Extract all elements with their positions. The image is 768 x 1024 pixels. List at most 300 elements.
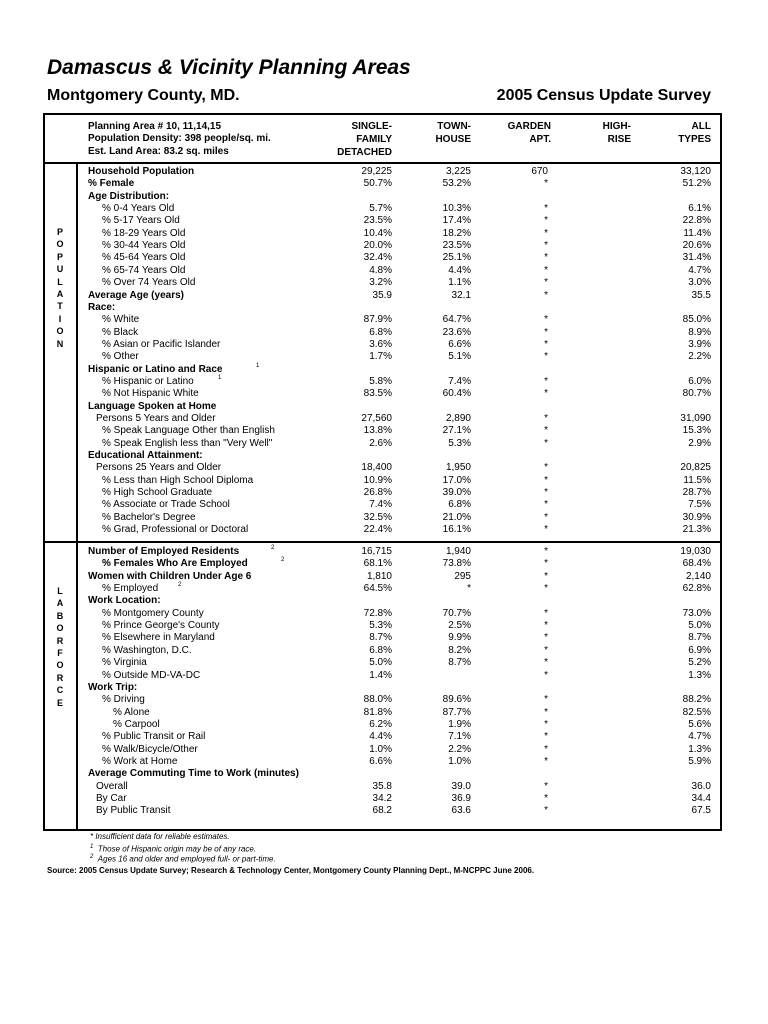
cell-single-family-detached: 32.5% [363,511,392,523]
cell-garden-apt: * [544,264,548,276]
cell-all-types: 51.2% [682,178,711,190]
column-header-line: TOWN- [437,121,471,132]
cell-garden-apt: * [544,425,548,437]
cell-garden-apt: * [544,524,548,536]
cell-single-family-detached: 68.2 [372,805,392,817]
cell-all-types: 11.5% [683,474,711,486]
table-row [0,314,768,326]
cell-single-family-detached: 72.8% [363,607,392,619]
cell-garden-apt: * [544,252,548,264]
footnote-marker: 2 [271,545,275,551]
footnote-marker: 1 [256,362,260,369]
cell-townhouse: 2.2% [448,743,471,755]
source-note: Source: 2005 Census Update Survey; Research & Technology Center, Montgomery County Planning Dept., M-NCPPC June 2006. [47,866,535,875]
cell-single-family-detached: 6.2% [369,718,392,730]
cell-single-family-detached: 5.8% [369,375,392,387]
cell-all-types: 22.8% [682,215,711,227]
side-letter: O [56,660,64,671]
cell-townhouse: 70.7% [442,607,471,619]
cell-single-family-detached: 1.0% [369,743,392,755]
cell-single-family-detached: 34.2 [372,793,392,804]
cell-townhouse: 23.6% [442,326,471,338]
cell-all-types: 31,090 [680,413,711,424]
cell-all-types: 5.2% [688,657,711,669]
table-row [0,401,768,413]
cell-all-types: 15.3% [682,425,711,437]
cell-garden-apt: * [544,583,548,595]
cell-garden-apt: * [544,227,548,239]
header-divider [43,162,722,164]
table-row [0,339,768,351]
cell-townhouse: 1.1% [448,277,471,289]
row-label: Women with Children Under Age 6 [88,570,252,582]
cell-garden-apt: * [544,570,548,582]
row-label: % Virginia [102,657,147,669]
cell-garden-apt: * [544,805,548,817]
cell-garden-apt: * [544,755,548,767]
row-label: Number of Employed Residents [88,546,240,557]
row-label: % Females Who Are Employed [102,558,248,570]
row-label: % Bachelor's Degree [102,511,196,523]
cell-single-family-detached: 64.5% [363,583,392,595]
table-row [0,327,768,339]
row-label: % Walk/Bicycle/Other [102,743,198,755]
cell-townhouse: 27.1% [442,425,471,437]
row-label: % Elsewhere in Maryland [102,632,215,644]
cell-garden-apt: * [544,511,548,523]
table-row [0,731,768,743]
cell-garden-apt: * [544,351,548,363]
cell-townhouse: 8.2% [448,644,471,656]
cell-townhouse: 39.0% [442,487,471,499]
cell-garden-apt: * [544,644,548,656]
side-letter: N [56,338,64,349]
table-row [0,499,768,511]
cell-all-types: 1.3% [688,669,711,681]
cell-all-types: 33,120 [680,166,711,177]
cell-all-types: 3.0% [688,277,711,289]
cell-single-family-detached: 4.4% [369,731,392,743]
row-label: % 5-17 Years Old [102,215,180,227]
cell-townhouse: 295 [454,570,471,582]
cell-garden-apt: * [544,326,548,338]
column-header-line: RISE [607,134,631,145]
row-label: % Hispanic or Latino [102,375,194,387]
cell-all-types: 73.0% [682,607,711,619]
cell-single-family-detached: 3.6% [369,338,392,350]
cell-townhouse: 23.5% [442,240,471,252]
cell-all-types: 21.3% [682,524,711,536]
column-header-line: APT. [529,134,551,145]
column-header-line: SINGLE- [351,121,392,132]
table-row [0,487,768,499]
planning-area-info [88,121,271,158]
table-row [0,620,768,632]
row-label: % Employed [102,583,159,595]
row-label: % White [102,314,140,326]
cell-all-types: 2,140 [685,570,711,582]
footnote-marker: 2 [178,582,182,589]
survey-subtitle: 2005 Census Update Survey [496,87,711,104]
cell-townhouse: 3,225 [445,166,471,177]
land-area: Est. Land Area: 83.2 sq. miles [88,145,229,157]
cell-garden-apt: * [544,289,548,301]
footnote-employed [90,852,276,865]
cell-single-family-detached: 23.5% [363,215,392,227]
cell-garden-apt: * [544,620,548,632]
cell-single-family-detached: 5.3% [369,620,392,632]
cell-single-family-detached: 22.4% [363,524,392,536]
cell-townhouse: 1,940 [445,546,471,557]
cell-garden-apt: 670 [531,166,548,177]
cell-all-types: 67.5 [691,805,711,817]
cell-all-types: 85.0% [682,314,711,326]
cell-all-types: 5.0% [688,620,711,632]
table-row [0,512,768,524]
cell-all-types: 2.2% [688,351,711,363]
side-letter: O [56,623,64,634]
cell-single-family-detached: 87.9% [363,314,392,326]
footnote-marker-2: 2 [90,854,94,860]
cell-townhouse: * [467,583,471,595]
table-row [0,388,768,400]
table-row [0,571,768,583]
cell-townhouse: 9.9% [448,632,471,644]
cell-all-types: 28.7% [682,487,711,499]
row-label: Persons 5 Years and Older [96,413,216,424]
cell-all-types: 6.9% [688,644,711,656]
cell-all-types: 5.9% [688,755,711,767]
cell-townhouse: 87.7% [442,706,471,718]
cell-garden-apt: * [544,178,548,190]
cell-garden-apt: * [544,793,548,804]
table-row [0,756,768,768]
cell-all-types: 30.9% [682,511,711,523]
cell-garden-apt: * [544,731,548,743]
table-row [0,670,768,682]
cell-all-types: 36.0 [691,780,711,792]
row-label: Language Spoken at Home [88,400,217,412]
cell-all-types: 11.4% [683,227,711,239]
cell-single-family-detached: 1.4% [369,669,392,681]
cell-garden-apt: * [544,203,548,215]
side-letter: A [56,289,64,300]
row-label: % Female [88,178,135,190]
table-row [0,645,768,657]
cell-townhouse: 39.0 [451,780,471,792]
cell-all-types: 80.7% [682,388,711,400]
column-header-line: DETACHED [337,147,392,158]
cell-garden-apt: * [544,215,548,227]
cell-single-family-detached: 13.8% [363,425,392,437]
cell-all-types: 31.4% [682,252,711,264]
side-letter: T [57,301,63,312]
side-letter: O [56,326,64,337]
footnote-marker: 1 [218,374,222,381]
table-row [0,215,768,227]
cell-townhouse: 2.5% [448,620,471,632]
column-header-line: GARDEN [507,121,551,132]
planning-area-number: Planning Area # 10, 11,14,15 [88,121,222,132]
cell-all-types: 1.3% [688,743,711,755]
footnote-employed-text: Ages 16 and older and employed full- or part-time. [97,854,276,864]
row-label: % 30-44 Years Old [102,240,186,252]
cell-townhouse: 6.6% [448,338,471,350]
row-label: % Carpool [113,718,160,730]
row-label: Overall [96,780,128,792]
cell-garden-apt: * [544,558,548,570]
cell-single-family-detached: 32.4% [363,252,392,264]
cell-townhouse: 6.8% [448,499,471,511]
cell-garden-apt: * [544,375,548,387]
cell-townhouse: 5.1% [448,351,471,363]
table-row [0,694,768,706]
cell-townhouse: 73.8% [442,558,471,570]
cell-all-types: 68.4% [682,558,711,570]
side-letter: U [56,264,64,275]
side-letter: E [56,697,63,708]
cell-garden-apt: * [544,499,548,511]
cell-single-family-detached: 10.4% [363,227,392,239]
cell-garden-apt: * [544,657,548,669]
cell-townhouse: 64.7% [442,314,471,326]
row-label: Household Population [88,166,195,177]
table-row [0,425,768,437]
cell-townhouse: 17.4% [442,215,471,227]
cell-townhouse: 1.0% [448,755,471,767]
table-row [0,781,768,793]
cell-townhouse: 2,890 [445,413,471,424]
cell-single-family-detached: 6.8% [369,644,392,656]
cell-garden-apt: * [544,462,548,474]
cell-garden-apt: * [544,437,548,449]
column-header-line: TYPES [678,134,711,145]
cell-single-family-detached: 68.1% [363,558,392,570]
footnote-marker-1: 1 [90,844,94,850]
cell-all-types: 19,030 [680,546,711,557]
cell-all-types: 88.2% [682,694,711,706]
cell-garden-apt: * [544,607,548,619]
side-letter: R [56,672,64,683]
row-label: % Not Hispanic White [102,388,199,400]
row-label: Race: [88,301,116,313]
table-row [0,719,768,731]
cell-townhouse: 7.4% [448,375,471,387]
table-row [0,252,768,264]
cell-single-family-detached: 35.8 [372,780,392,792]
cell-all-types: 2.9% [688,437,711,449]
row-label: Educational Attainment: [88,450,203,462]
cell-single-family-detached: 1.7% [369,351,392,363]
row-label: % 0-4 Years Old [102,203,175,215]
table-row [0,166,768,178]
cell-garden-apt: * [544,314,548,326]
column-header-garden-apt [508,120,551,146]
row-label: % Work at Home [102,755,178,767]
cell-single-family-detached: 88.0% [363,694,392,706]
cell-townhouse: 53.2% [442,178,471,190]
column-header-all-types [678,120,711,146]
cell-townhouse: 1,950 [445,462,471,474]
row-label: Hispanic or Latino and Race [88,363,223,375]
table-row [0,228,768,240]
cell-all-types: 8.7% [688,632,711,644]
cell-all-types: 8.9% [688,326,711,338]
row-label: Work Trip: [88,681,138,693]
table-row [0,302,768,314]
side-letter: B [56,610,64,621]
cell-garden-apt: * [544,546,548,557]
table-row [0,475,768,487]
cell-garden-apt: * [544,338,548,350]
table-row [0,608,768,620]
table-row [0,413,768,425]
column-header-line: HIGH- [602,121,631,132]
row-label: % Speak Language Other than English [102,425,275,437]
table-row [0,178,768,190]
cell-all-types: 3.9% [688,338,711,350]
cell-single-family-detached: 18,400 [361,462,392,474]
row-label: % Black [102,326,139,338]
cell-townhouse: 7.1% [448,731,471,743]
cell-single-family-detached: 29,225 [361,166,392,177]
footnote-insufficient: * Insufficient data for reliable estimates. [90,832,230,841]
cell-garden-apt: * [544,277,548,289]
side-letter: P [56,251,63,262]
cell-all-types: 20,825 [680,462,711,474]
cell-townhouse: 36.9 [451,793,471,804]
cell-townhouse: 5.3% [448,437,471,449]
cell-garden-apt: * [544,413,548,424]
table-row [0,805,768,817]
cell-single-family-detached: 10.9% [363,474,392,486]
footnote-hispanic-text: Those of Hispanic origin may be of any race. [97,844,257,854]
cell-all-types: 6.0% [688,375,711,387]
table-row [0,657,768,669]
row-label: % Prince George's County [102,620,220,632]
column-header-single-family-detached [337,120,392,159]
row-label: % 45-64 Years Old [102,252,186,264]
table-row [0,524,768,536]
row-label: Average Commuting Time to Work (minutes) [88,768,299,780]
cell-single-family-detached: 4.8% [369,264,392,276]
row-label: Persons 25 Years and Older [96,462,222,474]
cell-single-family-detached: 26.8% [363,487,392,499]
cell-all-types: 7.5% [688,499,711,511]
row-label: % Speak English less than "Very Well" [102,437,273,449]
cell-all-types: 82.5% [682,706,711,718]
cell-single-family-detached: 16,715 [361,546,392,557]
side-letter: L [57,586,63,596]
row-label: % Grad, Professional or Doctoral [102,524,249,536]
table-row [0,546,768,558]
row-label: % Alone [113,706,150,718]
cell-townhouse: 8.7% [448,657,471,669]
row-label: Work Location: [88,595,161,607]
cell-garden-apt: * [544,706,548,718]
cell-garden-apt: * [544,694,548,706]
cell-single-family-detached: 6.6% [369,755,392,767]
cell-single-family-detached: 27,560 [361,413,392,424]
side-letter: L [57,276,63,287]
cell-all-types: 6.1% [688,203,711,215]
row-label: % Less than High School Diploma [102,474,254,486]
column-header-line: FAMILY [356,134,392,145]
cell-single-family-detached: 8.7% [369,632,392,644]
table-row [0,438,768,450]
row-label: % Outside MD-VA-DC [102,669,201,681]
side-letter: P [56,227,63,237]
column-header-high-rise [603,120,631,146]
row-label: % Other [102,351,139,363]
cell-townhouse: 21.0% [442,511,471,523]
table-row [0,351,768,363]
cell-townhouse: 17.0% [442,474,471,486]
row-label: By Public Transit [96,805,171,817]
side-letter: I [58,313,62,324]
column-header-line: ALL [691,121,711,132]
cell-garden-apt: * [544,743,548,755]
column-header-line: HOUSE [435,134,471,145]
table-row [0,364,768,376]
table-row [0,462,768,474]
row-label: By Car [96,793,127,804]
cell-all-types: 5.6% [688,718,711,730]
page-title: Damascus & Vicinity Planning Areas [47,56,411,79]
row-label: % Asian or Pacific Islander [102,338,221,350]
cell-townhouse: 18.2% [442,227,471,239]
cell-garden-apt: * [544,487,548,499]
section-divider [43,541,722,543]
cell-townhouse: 60.4% [442,388,471,400]
cell-townhouse: 1.9% [448,718,471,730]
side-letter: O [56,239,64,250]
cell-single-family-detached: 6.8% [369,326,392,338]
cell-all-types: 4.7% [688,264,711,276]
row-label: % Public Transit or Rail [102,731,206,743]
cell-all-types: 62.8% [682,583,711,595]
county-subtitle: Montgomery County, MD. [47,87,240,104]
row-label: % Over 74 Years Old [102,277,196,289]
cell-single-family-detached: 20.0% [363,240,392,252]
population-density: Population Density: 398 people/sq. mi. [88,133,271,145]
footnote-marker: 2 [281,557,285,564]
cell-single-family-detached: 1,810 [366,570,392,582]
cell-townhouse: 25.1% [442,252,471,264]
cell-single-family-detached: 5.7% [369,203,392,215]
cell-single-family-detached: 5.0% [369,657,392,669]
row-label: % Driving [102,694,145,706]
cell-garden-apt: * [544,718,548,730]
table-row [0,707,768,719]
cell-garden-apt: * [544,388,548,400]
table-row [0,682,768,694]
row-label: % Montgomery County [102,607,204,619]
cell-single-family-detached: 2.6% [369,437,392,449]
row-label: % 18-29 Years Old [102,227,186,239]
cell-single-family-detached: 81.8% [363,706,392,718]
table-row [0,595,768,607]
side-letter: F [57,648,63,659]
table-row [0,191,768,203]
table-row [0,793,768,805]
side-letter: C [56,685,64,696]
row-label: Average Age (years) [88,289,184,301]
cell-garden-apt: * [544,780,548,792]
cell-garden-apt: * [544,669,548,681]
cell-single-family-detached: 50.7% [363,178,392,190]
cell-all-types: 34.4 [691,793,711,804]
